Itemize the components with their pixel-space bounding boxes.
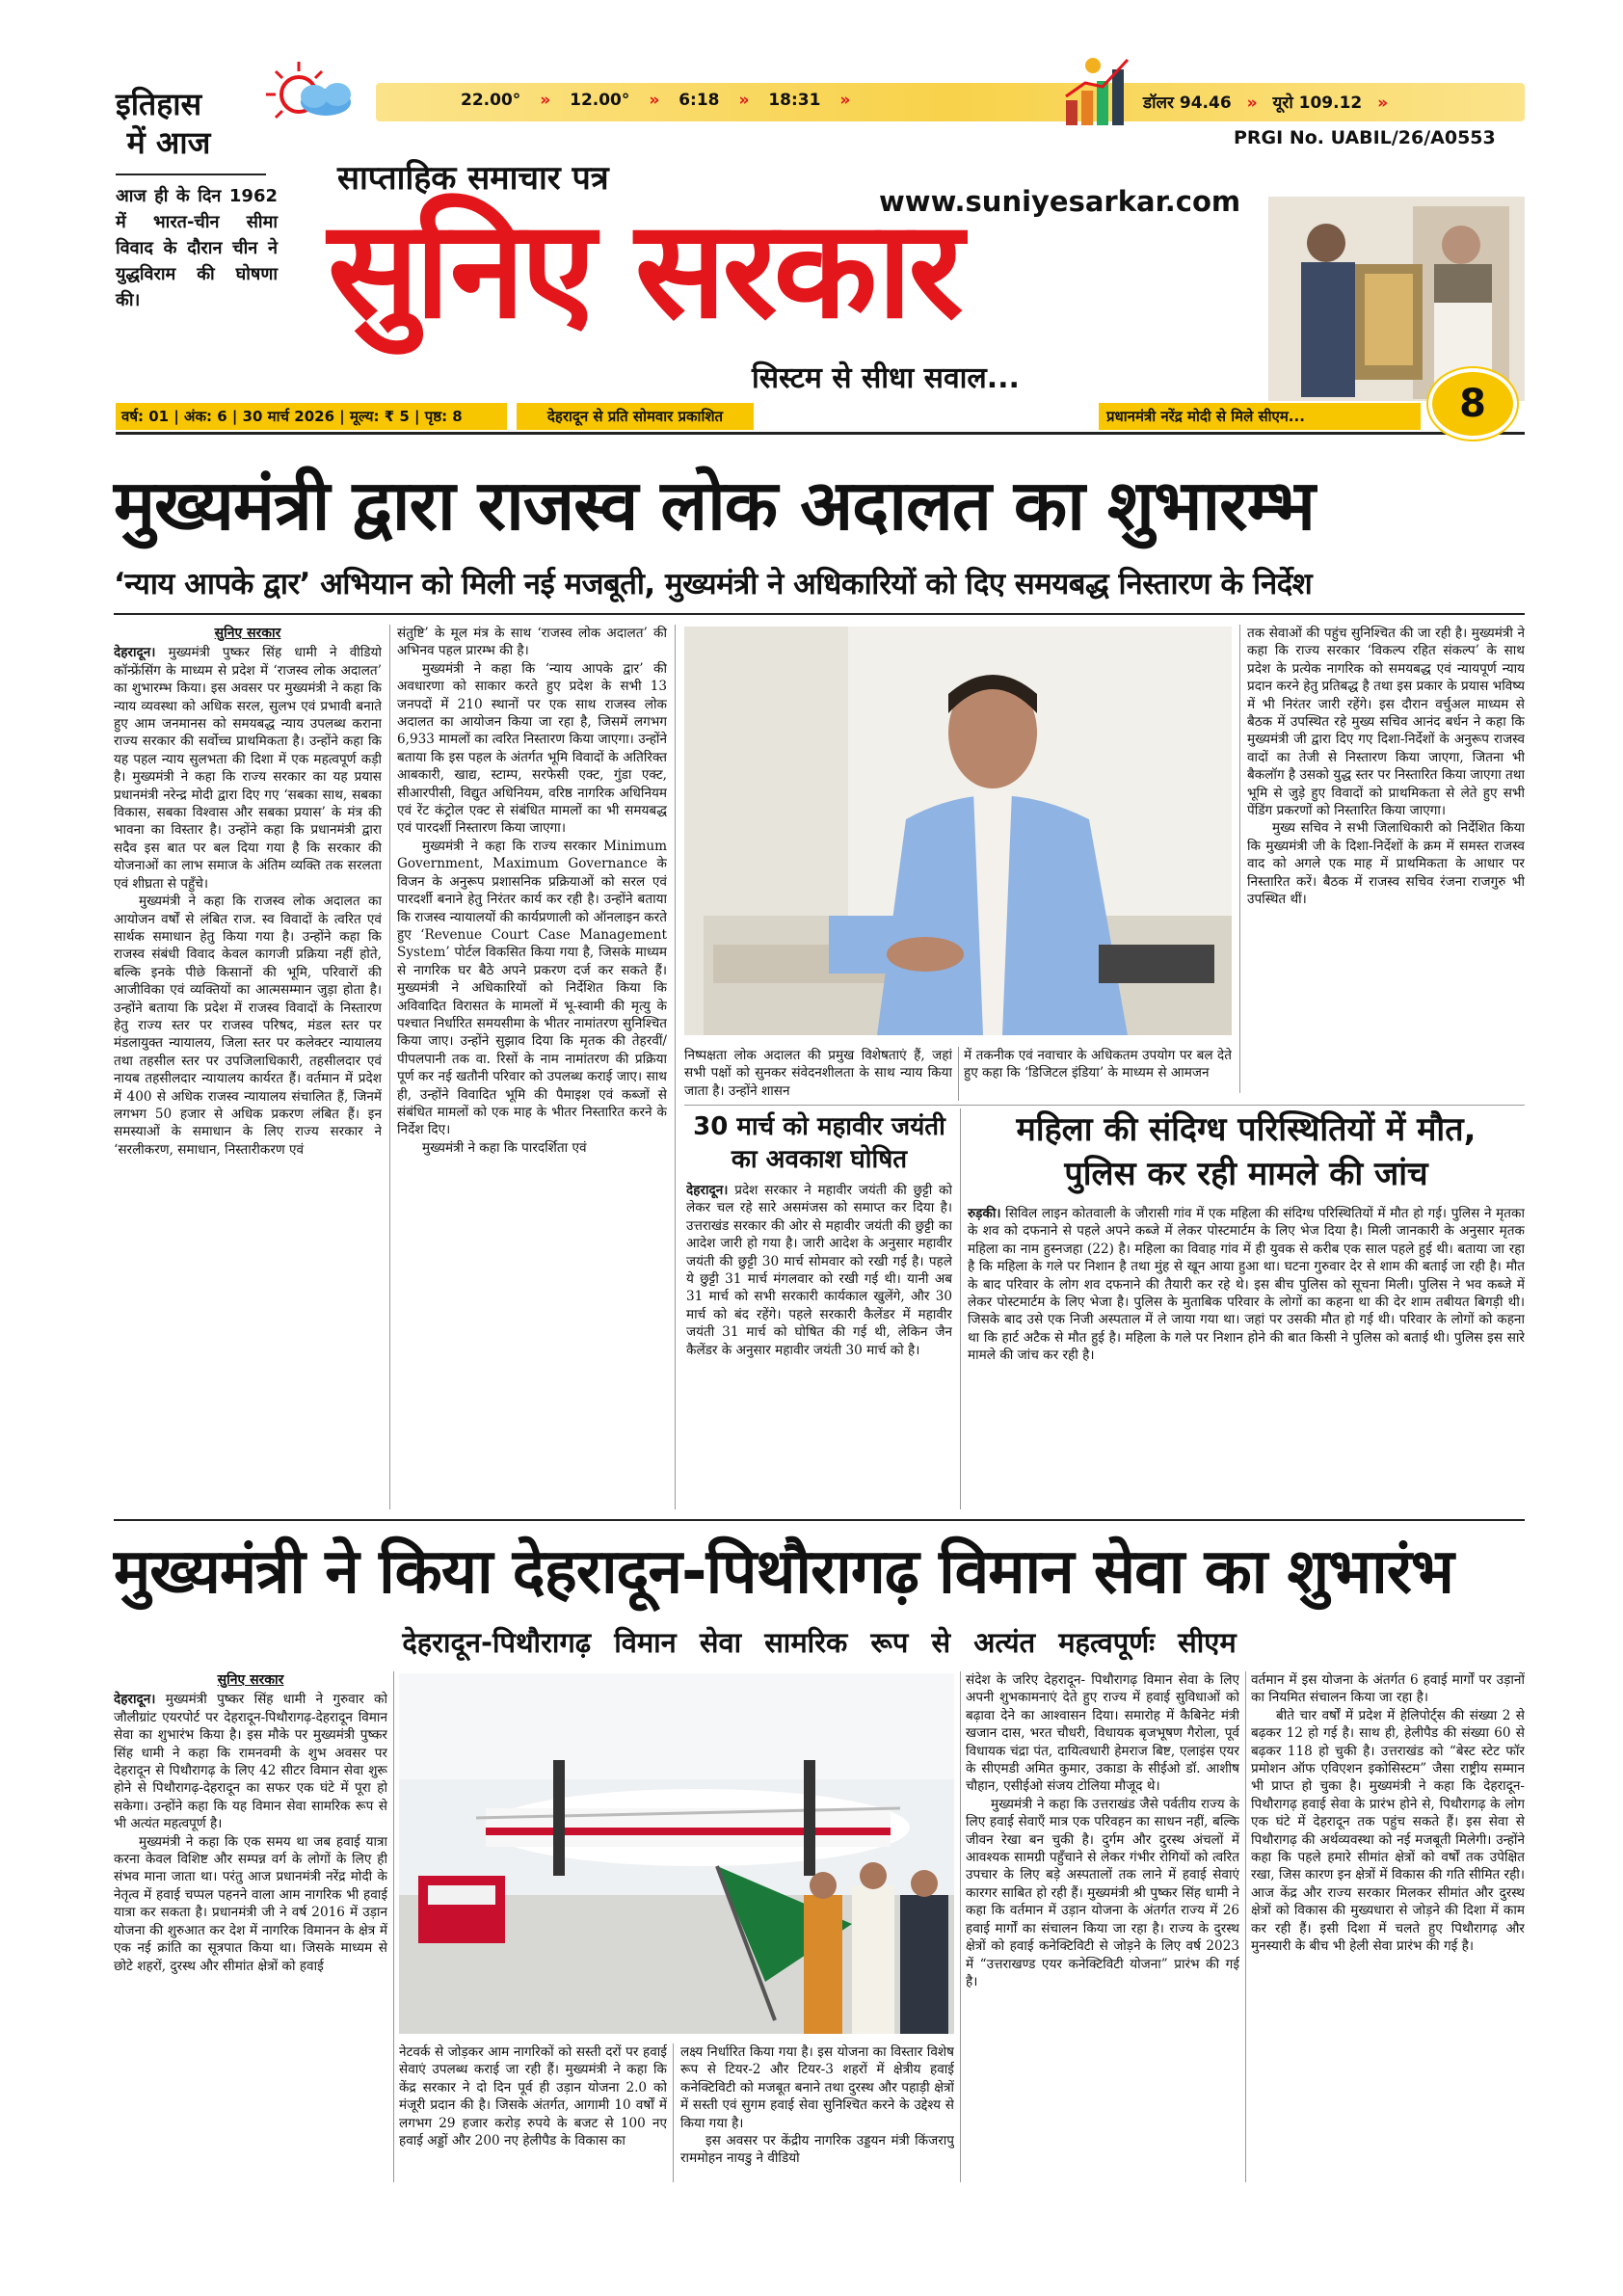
sunrise-time: 6:18: [678, 91, 720, 110]
promo-page-badge[interactable]: [1428, 368, 1517, 440]
mahavir-text: प्रदेश सरकार ने महावीर जयंती की छुट्टी को लेकर चल रहे सारे असमंजस को समाप्त कर दिया है। उत्तराखंड सरकार की ओर से महावीर जयंती की छुट्टी का आदेश जारी हो गया है। जारी आदेश के अनुसार महावीर जयंती की छुट्टी 30 मार्च सोमवार को रखी गई है। पहले ये छुट्टी 31 मार्च मंगलवार को रखी गई थी। यानी अब 31 मार्च को सभी सरकारी कार्यकाल खुलेंगे, और 30 मार्च को बंद रहेंगे। पहले सरकारी कैलेंडर में महावीर जयंती 31 मार्च को घोषित की गई थी, लेकिन जैन कैलेंडर के अनुसार महावीर जयंती 30 मार्च को है।: [686, 1183, 952, 1358]
prgi-number: PRGI No. UABIL/26/A0553: [1234, 127, 1496, 148]
history-text: आज ही के दिन 1962 में भारत-चीन सीमा विवाद के दौरान चीन ने युद्धविराम की घोषणा की।: [116, 186, 278, 310]
min-temp: 12.00°: [570, 91, 630, 110]
flight-column-2: [399, 2043, 667, 2182]
lead-dateline: देहरादून।: [114, 645, 156, 661]
issue-info: वर्ष: 01 | अंक: 6 | 30 मार्च 2026 | मूल्य: ₹ 5 | पृष्ठ: 8: [116, 403, 507, 430]
flight-headline: मुख्यमंत्री ने किया देहरादून-पिथौरागढ़ विमान सेवा का शुभारंभ: [114, 1536, 1453, 1608]
history-title-2: में आज: [126, 124, 211, 161]
weather-values: 22.00° » 12.00° » 6:18 » 18:31 »: [461, 91, 851, 110]
currency-values: डॉलर 94.46 » यूरो 109.12 »: [1143, 93, 1389, 113]
slogan: सिस्टम से सीधा सवाल...: [752, 361, 1020, 395]
woman-headline-2: पुलिस कर रही मामले की जांच: [1064, 1155, 1428, 1193]
sunset-time: 18:31: [768, 91, 821, 110]
flight-dateline: देहरादून।: [114, 1692, 156, 1708]
market-chart-icon: [1060, 54, 1137, 127]
mahavir-headline: 30 मार्च को महावीर जयंती का अवकाश घोषित: [693, 1112, 945, 1174]
publish-note: देहरादून से प्रति सोमवार प्रकाशित: [517, 403, 754, 430]
lead-subheadline: ‘न्याय आपके द्वार’ अभियान को मिली नई मजबूती, मुख्यमंत्री ने अधिकारियों को दिए समयबद्ध निस्तारण के निर्देश: [114, 567, 1313, 601]
mahavir-column: [686, 1182, 952, 1509]
lead-col5-first: तक सेवाओं की पहुंच सुनिश्चित की जा रही है। मुख्यमंत्री ने कहा कि राज्य सरकार ‘विकल्प रहित संकल्प’ के साथ प्रदेश के प्रत्येक नागरिक को समयबद्ध एवं न्यायपूर्ण न्याय प्रदान करने हेतु प्रतिबद्ध है तथा इस प्रकार के प्रयास भविष्य में भी निरंतर जारी रहेंगे। इस दौरान वर्चुअल माध्यम से बैठक में उपस्थित रहे मुख्य सचिव आनंद बर्धन ने कहा कि मुख्यमंत्री जी द्वारा दिए गए दिशा-निर्देशों के अनुरूप राजस्व वादों का तेजी से निस्तारण किया जाएगा, जितना भी बैकलॉग है उसको युद्ध स्तर पर निस्तारित किया जाएगा तथा भूमि से जुड़े हुए विवादों को प्राथमिकता से लेते हुए सभी पेंडिंग प्रकरणों को निस्तारित किया जाएगा।: [1247, 626, 1525, 819]
woman-dateline: रुड़की।: [968, 1206, 1001, 1221]
flight-column-1: [114, 1671, 387, 2182]
woman-text: सिविल लाइन कोतवाली के जौरासी गांव में एक महिला की संदिग्ध परिस्थितियों में मौत हो गई। पुलिस ने मृतका के शव को दफनाने से पहले अपने कब्जे में लेकर पोस्टमार्टम के लिए भेज दिया है। मिली जानकारी के अनुसार मृतक महिला का नाम हुस्नजहा (22) है। महिला का विवाह गांव में ही युवक से करीब एक साल पहले हुई थी। बताया जा रहा है कि महिला के गले पर निशान है तथा मुंह से खून आया हुआ था। घटना गुरुवार देर से शाम की बताई जा रही है। मौत के बाद परिवार के लोग शव दफनाने की तैयारी कर रहे थे। इस बीच पुलिस को सूचना मिली। पुलिस ने भव कब्जे में लेकर पोस्टमार्टम के लिए भेजा है। पुलिस के मुताबिक परिवार के लोगों का कहना था की देर शाम तबीयत बिगड़ी थी। जिसके बाद उसे एक निजी अस्पताल में ले जाया गया था। जहां पर उसकी मौत हो गई थी। परिवार के लोगों को कहना था कि हार्ट अटैक से मौत हुई है। महिला के गले पर निशान होने की बात किसी ने पुलिस को बताई थी। पुलिस इस सारे मामले की जांच कर रही है।: [968, 1206, 1525, 1364]
lead-col2-p2: मुख्यमंत्री ने कहा कि ‘न्याय आपके द्वार’ की अवधारणा को साकार करते हुए प्रदेश के सभी 13 जनपदों में 210 स्थानों पर एक साथ राजस्व लोक अदालत का आयोजन किया जा रहा है, जिसमें लगभग 6,933 मामलों का त्वरित निस्तारण किया जाएगा। उन्होंने बताया कि इस पहल के अंतर्गत भूमि विवादों के अतिरिक्त आबकारी, खाद्य, स्टाम्प, सरफेसी एक्ट, गुंडा एक्ट, सीआरपीसी, विद्युत अधिनियम, वरिष्ठ नागरिक अधिनियम एवं रेंट कंट्रोल एक्ट से संबंधित मामलों का भी समयबद्ध एवं पारदर्शी निस्तारण किया जाएगा।: [397, 660, 667, 837]
flight-col1-text: मुख्यमंत्री पुष्कर सिंह धामी ने गुरुवार को जौलीग्रांट एयरपोर्ट पर देहरादून-पिथौरागढ़-देहरादून विमान सेवा का शुभारंभ किया है। इस मौके पर मुख्यमंत्री पुष्कर सिंह धामी ने कहा कि रामनवमी के शुभ अवसर पर देहरादून से पिथौरागढ़ के लिए 42 सीटर विमान सेवा शुरू होने से पिथौरागढ़-देहरादून का सफर एक घंटे में पूरा हो सकेगा। उन्होंने कहा कि यह विमान सेवा सामरिक रूप से भी अत्यंत महत्वपूर्ण है।: [114, 1692, 387, 1832]
lead-column-4: [964, 1047, 1232, 1101]
promo-page-number: 8: [1459, 382, 1486, 426]
lead-col2-p4: मुख्यमंत्री ने कहा कि पारदर्शिता एवं: [422, 1139, 587, 1156]
lead-col4-text: में तकनीक एवं नवाचार के अधिकतम उपयोग पर बल देते हुए कहा कि ‘डिजिटल इंडिया’ के माध्यम से आमजन: [964, 1048, 1232, 1081]
lead-col1-text: मुख्यमंत्री पुष्कर सिंह धामी ने वीडियो कॉन्फ्रेंसिंग के माध्यम से प्रदेश में ‘राजस्व लोक अदालत’ का शुभारम्भ किया। इस अवसर पर मुख्यमंत्री ने कहा कि न्याय व्यवस्था को अधिक सरल, सुलभ एवं प्रभावी बनाते हुए आम जनमानस को समयबद्ध न्याय उपलब्ध कराना राज्य सरकार की सर्वोच्च प्राथमिकता है। उन्होंने कहा कि यह पहल न्याय सुलभता की दिशा में एक महत्वपूर्ण कड़ी है। मुख्यमंत्री ने कहा कि राज्य सरकार का यह प्रयास प्रधानमंत्री नरेन्द्र मोदी द्वारा दिए गए ‘सबका साथ, सबका विकास, सबका विश्वास और सबका प्रयास’ के मंत्र की भावना का विस्तार है। उन्होंने कहा कि प्रधानमंत्री द्वारा सदैव इस बात पर बल दिया गया है कि सरकार की योजनाओं का लाभ समाज के अंतिम व्यक्ति तक सरलता एवं शीघ्रता से पहुँचे।: [114, 645, 382, 892]
flight-subheadline: देहरादून-पिथौरागढ़ विमान सेवा सामरिक रूप से अत्यंत महत्वपूर्णः सीएम: [402, 1626, 1237, 1659]
lead-col2-first: संतुष्टि’ के मूल मंत्र के साथ ‘राजस्व लोक अदालत’ की अभिनव पहल प्रारम्भ की है।: [397, 626, 667, 659]
lead-col2-p3: मुख्यमंत्री ने कहा कि राज्य सरकार Minimum Government, Maximum Governance के विजन के अनुरूप प्रशासनिक प्रक्रियाओं को सरल एवं पारदर्शी बनाने हेतु निरंतर कार्य कर रही है। उन्होंने बताया कि राजस्व न्यायालयों की कार्यप्रणाली को ऑनलाइन करते हुए ‘Revenue Court Case Management System’ पोर्टल विकसित किया गया है, जिसके माध्यम से नागरिक घर बैठे अपने प्रकरण दर्ज कर सकते हैं। मुख्यमंत्री ने अधिकारियों को निर्देशित किया कि अविवादित विरासत के मामलों में भू-स्वामी की मृत्यु के पश्चात निर्धारित समयसीमा के भीतर नामांतरण सुनिश्चित किया जाए। उन्होंने सुझाव दिया कि मृतक की तेहरवीं/पीपलपानी तक वा. रिसों के नाम नामांतरण की प्रक्रिया पूर्ण कर नई खतौनी परिवार को उपलब्ध कराई जाए। साथ ही, उन्होंने विवादित भूमि की पैमाइश एवं कब्जों से संबंधित मामलों को एक माह के भीतर निस्तारित करने के निर्देश दिए।: [397, 838, 667, 1138]
lead-col5-p2: मुख्य सचिव ने सभी जिलाधिकारी को निर्देशित किया कि मुख्यमंत्री जी के दिशा-निर्देशों के क्रम में समस्त राजस्व वाद को अगले एक माह में प्राथमिकता के आधार पर निस्तारित करें। बैठक में राजस्व सचिव रंजना राजगुरु भी उपस्थित थीं।: [1247, 820, 1525, 908]
max-temp: 22.00°: [461, 91, 521, 110]
weather-icon: [260, 58, 366, 135]
flight-col3-text: लक्ष्य निर्धारित किया गया है। इस योजना का विस्तार विशेष रूप से टियर-2 और टियर-3 शहरों में क्षेत्रीय हवाई कनेक्टिविटी को मजबूत बनाने तथा दुरस्थ और पहाड़ी क्षेत्रों में सस्ती एवं सुगम हवाई सेवा सुनिश्चित करने के उद्देश्य से किया गया है।: [680, 2044, 954, 2131]
flight-col2-text: नेटवर्क से जोड़कर आम नागरिकों को सस्ती दरों पर हवाई सेवाएं उपलब्ध कराई जा रही हैं। मुख्यमंत्री ने कहा कि केंद्र सरकार ने दो दिन पूर्व ही उड़ान योजना 2.0 को मंजूरी प्रदान की है। जिसके अंतर्गत, आगामी 10 वर्षों में लगभग 29 हजार करोड़ रुपये के बजट से 100 नए हवाई अड्डों और 200 नए हेलीपैड के विकास का: [399, 2044, 667, 2149]
history-box: [116, 85, 278, 403]
flight-col3-p2: इस अवसर पर केंद्रीय नागरिक उड्डयन मंत्री किंजरापु राममोहन नायडु ने वीडियो: [680, 2133, 954, 2167]
flight-col1-p2: मुख्यमंत्री ने कहा कि एक समय था जब हवाई यात्रा करना केवल विशिष्ट और सम्पन्न वर्ग के लोगों के लिए ही संभव माना जाता था। परंतु आज प्रधानमंत्री नरेंद्र मोदी के नेतृत्व में हवाई चप्पल पहनने वाला आम नागरिक भी हवाई यात्रा कर सकता है। प्रधानमंत्री जी ने वर्ष 2016 में उड़ान योजना की शुरुआत कर देश में नागरिक विमानन के क्षेत्र में एक नई क्रांति का सूत्रपात किया था। जिसके माध्यम से छोटे शहरों, दुरस्थ और सीमांत क्षेत्रों को हवाई: [114, 1833, 387, 1974]
lead-column-2: [397, 625, 667, 1511]
flight-column-3: [680, 2043, 954, 2182]
flight-col5-first: वर्तमान में इस योजना के अंतर्गत 6 हवाई मार्गों पर उड़ानों का नियमित संचालन किया जा रहा है।: [1251, 1672, 1525, 1706]
flight-column-5: [1251, 1671, 1525, 2182]
mahavir-dateline: देहरादून।: [686, 1183, 729, 1198]
flight-photo[interactable]: [399, 1673, 954, 2034]
lead-col1-p2: मुख्यमंत्री ने कहा कि राजस्व लोक अदालत का आयोजन वर्षों से लंबित राज. स्व विवादों के त्वरित एवं सार्थक समाधान हेतु किया गया है। उन्होंने कहा कि राजस्व संबंधी विवाद केवल कागजी प्रक्रिया नहीं होते, बल्कि इनके पीछे किसानों की भूमि, परिवारों की आजीविका एवं व्यक्तियों का आत्मसम्मान जुड़ा होता है। उन्होंने बताया कि प्रदेश में राजस्व विवादों के निस्तारण हेतु राज्य स्तर पर राजस्व परिषद, मंडल स्तर पर मंडलायुक्त न्यायालय, जिला स्तर पर कलेक्टर न्यायालय तथा तहसील स्तर पर उपजिलाधिकारी, तहसीलदार एवं नायब तहसीलदार न्यायालय कार्यरत हैं। वर्तमान में प्रदेश में 400 से अधिक राजस्व न्यायालय संचालित हैं, जिनमें लगभग 50 हजार से अधिक प्रकरण लंबित हैं। इन समस्याओं के समाधान के लिए राज्य सरकार ने ‘सरलीकरण, समाधान, निस्तारीकरण एवं: [114, 894, 382, 1158]
flight-col5-p2: बीते चार वर्षों में प्रदेश में हेलिपोर्ट्स की संख्या 2 से बढ़कर 12 हो गई है। साथ ही, हेलीपैड की संख्या 60 से बढ़कर 118 हो चुकी है। उत्तराखंड को “बेस्ट स्टेट फॉर प्रमोशन ऑफ एविएशन इकोसिस्टम” जैसा राष्ट्रीय सम्मान भी प्राप्त हो चुका है। मुख्यमंत्री ने कहा कि देहरादून-पिथौरागढ़ हवाई सेवा के प्रारंभ होने से, पिथौरागढ़ के लोग एक घंटे में देहरादून तक पहुंच सकते हैं। इस सेवा से पिथौरागढ़ की अर्थव्यवस्था को नई मजबूती मिलेगी। उन्होंने कहा कि पहले हमारे सीमांत क्षेत्रों को वर्षों तक उपेक्षित रखा, जिस कारण इन क्षेत्रों में विकास की गति सीमित रही। आज केंद्र और राज्य सरकार मिलकर सीमांत और दुरस्थ क्षेत्रों को विकास की मुख्यधारा से जोड़ने की दिशा में काम कर रही हैं। इसी दिशा में चलते हुए पिथौरागढ़ और मुनस्यारी के बीच भी हेली सेवा प्रारंभ की गई है।: [1251, 1707, 1525, 1955]
lead-byline: सुनिए सरकार: [214, 626, 281, 641]
flight-col4-text: संदेश के जरिए देहरादून- पिथौरागढ़ विमान सेवा के लिए अपनी शुभकामनाएं देते हुए राज्य में हवाई सुविधाओं को बढ़ावा देने का आश्वासन दिया। समारोह में कैबिनेट मंत्री खजान दास, भरत चौधरी, विधायक बृजभूषण गैरोला, पूर्व विधायक चंद्रा पंत, दायित्वधारी हेमराज बिष्ट, एलाइंस एयर के सीएमडी अमित कुमार, उकाडा के सीईओ डॉ. आशीष चौहान, एसीईओ संजय टोलिया मौजूद थे।: [966, 1672, 1239, 1795]
flight-byline: सुनिए सरकार: [217, 1672, 284, 1688]
tagline-top: साप्ताहिक समाचार पत्र: [337, 159, 609, 198]
flight-column-4: [966, 1671, 1239, 2182]
euro-rate: यूरो 109.12: [1272, 93, 1363, 113]
lead-col3-text: निष्पक्षता लोक अदालत की प्रमुख विशेषताएं हैं, जहां सभी पक्षों को सुनकर संवेदनशीलता के साथ न्याय किया जाता है। उन्होंने शासन: [684, 1048, 952, 1099]
lead-headline: मुख्यमंत्री द्वारा राजस्व लोक अदालत का शुभारम्भ: [114, 465, 1315, 546]
lead-column-1: [114, 625, 382, 1511]
history-title-1: इतिहास: [116, 86, 202, 122]
flight-col4-p2: मुख्यमंत्री ने कहा कि उत्तराखंड जैसे पर्वतीय राज्य के लिए हवाई सेवाएँ मात्र एक परिवहन का साधन नहीं, बल्कि जीवन रेखा बन चुकी है। दुर्गम और दुरस्थ अंचलों में आवश्यक सामग्री पहुँचाने से लेकर गंभीर रोगियों को त्वरित उपचार के लिए बड़े अस्पतालों तक लाने में हवाई सेवाएं कारगर साबित हो रही हैं। मुख्यमंत्री श्री पुष्कर सिंह धामी ने कहा कि वर्तमान में उड़ान योजना के अंतर्गत राज्य में 26 हवाई मार्गों का संचालन किया जा रहा है। राज्य के दुरस्थ क्षेत्रों को हवाई कनेक्टिविटी से जोड़ने के लिए वर्ष 2023 में “उत्तराखण्ड एयर कनेक्टिविटी योजना” प्रारंभ की गई है।: [966, 1796, 1239, 1989]
lead-column-5: [1247, 625, 1525, 1107]
woman-column: [968, 1205, 1525, 1509]
lead-column-3: [684, 1047, 952, 1101]
newspaper-title: सुनिए सरकार: [328, 192, 960, 349]
dollar-rate: डॉलर 94.46: [1143, 93, 1232, 113]
lead-photo[interactable]: [684, 627, 1232, 1035]
promo-caption[interactable]: प्रधानमंत्री नरेंद्र मोदी से मिले सीएम...: [1099, 403, 1421, 430]
website[interactable]: www.suniyesarkar.com: [879, 185, 1241, 218]
woman-headline-1: महिला की संदिग्ध परिस्थितियों में मौत,: [1016, 1110, 1477, 1149]
